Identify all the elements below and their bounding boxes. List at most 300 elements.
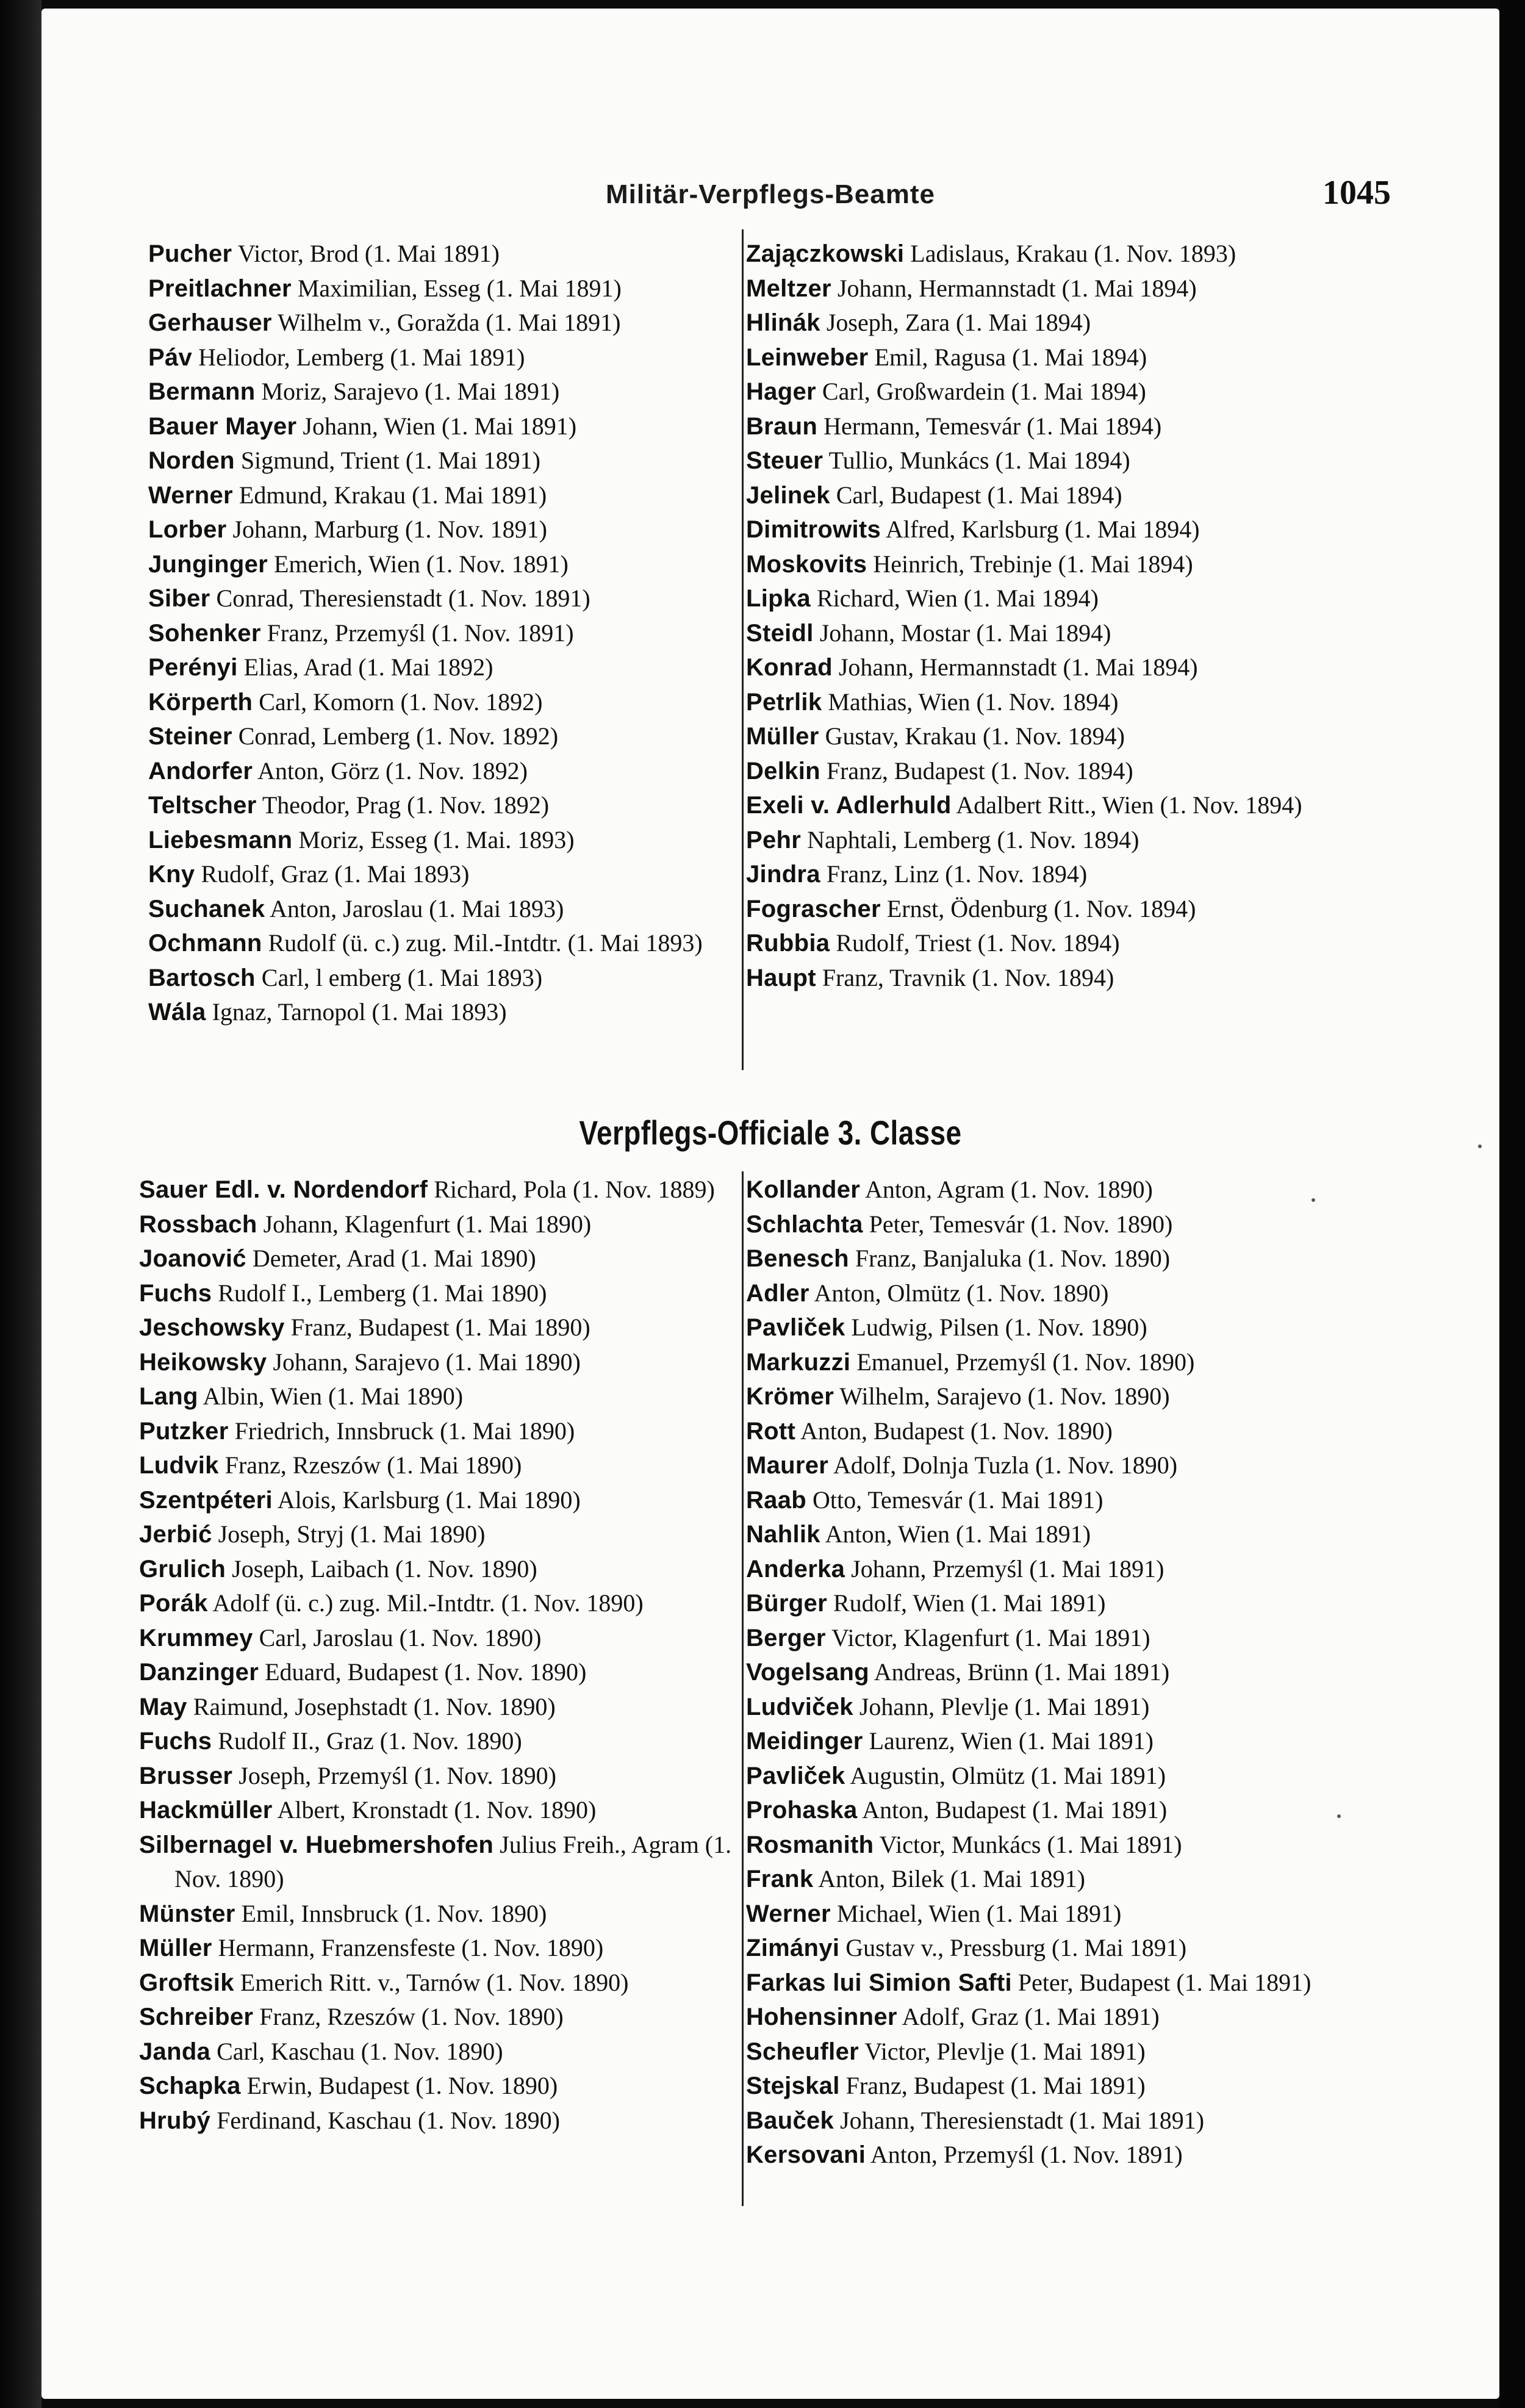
entry-surname: Körperth	[148, 688, 253, 716]
entry-surname: Fuchs	[139, 1279, 212, 1307]
roster-entry	[746, 2035, 1383, 2069]
entry-surname: Hackmüller	[139, 1797, 273, 1824]
entry-surname: May	[139, 1693, 187, 1720]
section-heading: Verpflegs-Officiale 3. Classe	[579, 1113, 962, 1152]
entry-surname: Hrubý	[139, 2107, 211, 2134]
entry-details: Joseph, Zara (1. Mai 1894)	[826, 309, 1091, 336]
page-number: 1045	[1322, 174, 1391, 212]
roster-entry	[746, 444, 1383, 478]
entry-details: Heliodor, Lemberg (1. Mai 1891)	[198, 343, 525, 371]
roster-entry	[139, 1759, 764, 1794]
entry-details: Adolf, Graz (1. Mai 1891)	[902, 2003, 1160, 2030]
entry-surname: Gerhauser	[148, 309, 272, 336]
roster-entry	[746, 1483, 1383, 1518]
column-divider-bottom	[742, 1171, 744, 2206]
entry-surname: Delkin	[746, 757, 820, 785]
book-page	[41, 9, 1499, 2399]
entry-surname: Steuer	[746, 447, 824, 474]
roster-entry	[139, 1621, 764, 1656]
roster-entry	[746, 2104, 1383, 2138]
entry-details: Johann, Klagenfurt (1. Mai 1890)	[263, 1210, 592, 1238]
entry-details: Eduard, Budapest (1. Nov. 1890)	[265, 1658, 587, 1686]
entry-details: Franz, Linz (1. Nov. 1894)	[826, 860, 1088, 888]
roster-entry	[746, 375, 1383, 409]
roster-entry	[148, 340, 763, 375]
roster-entry	[148, 444, 763, 478]
roster-entry	[139, 1414, 764, 1449]
entry-details: Richard, Wien (1. Mai 1894)	[816, 584, 1099, 612]
entry-details: Johann, Wien (1. Mai 1891)	[303, 412, 577, 440]
entry-surname: Müller	[139, 1935, 212, 1961]
entry-details: Johann, Hermannstadt (1. Mai 1894)	[838, 653, 1198, 681]
entry-details: Victor, Klagenfurt (1. Mai 1891)	[831, 1623, 1150, 1651]
entry-surname: Kersovani	[746, 2141, 866, 2168]
entry-surname: Exeli v. Adlerhuld	[746, 792, 952, 819]
running-head: Militär-Verpflegs-Beamte	[606, 179, 935, 209]
entry-details: Anton, Olmütz (1. Nov. 1890)	[814, 1279, 1109, 1307]
entry-details: Hermann, Temesvár (1. Mai 1894)	[824, 412, 1162, 440]
entry-details: Adalbert Ritt., Wien (1. Nov. 1894)	[956, 791, 1302, 819]
roster-entry	[746, 1931, 1383, 1966]
entry-details: Adolf (ü. c.) zug. Mil.-Intdtr. (1. Nov. 1890)	[212, 1589, 644, 1617]
entry-surname: Suchanek	[148, 895, 265, 922]
entry-details: Richard, Pola (1. Nov. 1889)	[434, 1176, 715, 1203]
entry-details: Theodor, Prag (1. Nov. 1892)	[262, 791, 550, 819]
entry-surname: Münster	[139, 1900, 235, 1927]
entry-surname: Haupt	[746, 964, 816, 991]
entry-details: Johann, Sarajevo (1. Mai 1890)	[273, 1348, 581, 1376]
entry-details: Peter, Budapest (1. Mai 1891)	[1017, 1968, 1312, 1996]
roster-entry	[148, 892, 763, 927]
entry-surname: Liebesmann	[148, 826, 293, 854]
roster-entry	[746, 616, 1383, 651]
entry-details: Johann, Plevlje (1. Mai 1891)	[859, 1692, 1150, 1720]
entry-details: Alois, Karlsburg (1. Mai 1890)	[277, 1486, 581, 1514]
entry-details: Franz, Przemyśl (1. Nov. 1891)	[267, 619, 574, 647]
entry-details: Victor, Brod (1. Mai 1891)	[237, 240, 500, 267]
entry-details: Edmund, Krakau (1. Mai 1891)	[239, 481, 547, 509]
roster-entry	[746, 1517, 1383, 1552]
entry-details: Naphtali, Lemberg (1. Nov. 1894)	[807, 825, 1139, 854]
entry-surname: Moskovits	[746, 550, 867, 578]
roster-entry	[746, 1242, 1383, 1276]
entry-surname: Jerbić	[139, 1521, 212, 1548]
roster-entry	[139, 1655, 764, 1690]
entry-surname: Heikowsky	[139, 1348, 267, 1376]
roster-entry	[746, 1828, 1383, 1863]
roster-entry	[139, 1173, 764, 1207]
roster-entry	[139, 1517, 764, 1552]
entry-surname: Fograscher	[746, 895, 881, 922]
entry-details: Albin, Wien (1. Mai 1890)	[203, 1382, 464, 1410]
entry-surname: Steidl	[746, 619, 814, 647]
entry-surname: Anderka	[746, 1555, 845, 1583]
roster-entry	[746, 409, 1383, 444]
top-right-column	[746, 237, 1383, 995]
entry-surname: Grulich	[139, 1555, 226, 1583]
column-divider-top	[742, 229, 744, 1070]
roster-entry	[746, 1379, 1383, 1414]
entry-details: Heinrich, Trebinje (1. Mai 1894)	[873, 550, 1193, 578]
entry-surname: Rott	[746, 1417, 796, 1445]
roster-entry	[746, 2069, 1383, 2104]
roster-entry	[746, 1724, 1383, 1759]
entry-surname: Leinweber	[746, 343, 869, 371]
roster-entry	[148, 306, 763, 340]
entry-surname: Hlinák	[746, 309, 820, 336]
entry-details: Franz, Budapest (1. Mai 1890)	[290, 1314, 590, 1341]
roster-entry	[746, 271, 1383, 306]
entry-details: Rudolf, Triest (1. Nov. 1894)	[836, 929, 1120, 957]
entry-surname: Danzinger	[139, 1659, 259, 1686]
roster-entry	[139, 1207, 764, 1242]
entry-details: Carl, Komorn (1. Nov. 1892)	[259, 688, 543, 716]
entry-details: Gustav v., Pressburg (1. Mai 1891)	[845, 1934, 1187, 1961]
roster-entry	[746, 1621, 1383, 1656]
roster-entry	[746, 1552, 1383, 1587]
roster-entry	[746, 1586, 1383, 1621]
roster-entry	[148, 478, 763, 513]
entry-details: Alfred, Karlsburg (1. Mai 1894)	[885, 516, 1200, 543]
entry-details: Anton, Wien (1. Mai 1891)	[825, 1520, 1091, 1548]
entry-surname: Putzker	[139, 1417, 229, 1445]
entry-surname: Rosmanith	[746, 1831, 874, 1858]
entry-details: Conrad, Theresienstadt (1. Nov. 1891)	[216, 584, 590, 612]
entry-details: Elias, Arad (1. Mai 1892)	[243, 653, 493, 681]
entry-details: Franz, Travnik (1. Nov. 1894)	[822, 963, 1114, 991]
entry-surname: Pavliček	[746, 1762, 845, 1789]
entry-surname: Jeschowsky	[139, 1314, 285, 1341]
roster-entry	[139, 1483, 764, 1518]
entry-details: Carl, Kaschau (1. Nov. 1890)	[217, 2037, 503, 2065]
entry-surname: Frank	[746, 1866, 814, 1892]
roster-entry	[746, 650, 1383, 685]
entry-surname: Werner	[746, 1900, 831, 1927]
entry-details: Julius Freih., Agram (1. Nov. 1890)	[174, 1830, 732, 1892]
entry-details: Franz, Budapest (1. Nov. 1894)	[826, 757, 1133, 785]
roster-entry	[148, 409, 763, 444]
roster-entry	[746, 512, 1383, 547]
entry-details: Anton, Agram (1. Nov. 1890)	[864, 1176, 1153, 1203]
entry-surname: Müller	[746, 723, 819, 750]
scan-speck	[1337, 1814, 1341, 1818]
entry-details: Emil, Innsbruck (1. Nov. 1890)	[241, 1899, 547, 1927]
entry-surname: Jelinek	[746, 481, 830, 509]
roster-entry	[139, 1828, 764, 1897]
entry-details: Mathias, Wien (1. Nov. 1894)	[828, 688, 1119, 716]
roster-entry	[139, 1931, 764, 1966]
roster-entry	[746, 581, 1383, 616]
entry-surname: Lipka	[746, 585, 811, 612]
entry-details: Anton, Budapest (1. Nov. 1890)	[800, 1417, 1113, 1445]
entry-details: Sigmund, Trient (1. Mai 1891)	[240, 447, 540, 474]
entry-surname: Rubbia	[746, 930, 830, 957]
entry-surname: Farkas lui Simion Safti	[746, 1969, 1012, 1996]
entry-details: Michael, Wien (1. Mai 1891)	[836, 1899, 1122, 1927]
entry-details: Erwin, Budapest (1. Nov. 1890)	[246, 2072, 558, 2099]
entry-surname: Ludvik	[139, 1452, 219, 1479]
entry-details: Rudolf, Graz (1. Mai 1893)	[201, 860, 470, 888]
entry-details: Johann, Theresienstadt (1. Mai 1891)	[840, 2106, 1205, 2134]
roster-entry	[139, 1724, 764, 1759]
roster-entry	[139, 1586, 764, 1621]
roster-entry	[746, 2138, 1383, 2173]
entry-details: Wilhelm, Sarajevo (1. Nov. 1890)	[839, 1382, 1170, 1410]
scan-left-edge	[0, 0, 41, 2408]
roster-entry	[139, 1276, 764, 1311]
entry-surname: Sohenker	[148, 619, 261, 647]
roster-entry	[139, 1448, 764, 1483]
entry-surname: Joanović	[139, 1245, 246, 1272]
roster-entry	[746, 1173, 1383, 1207]
entry-details: Wilhelm v., Goražda (1. Mai 1891)	[278, 309, 621, 336]
entry-details: Anton, Budapest (1. Mai 1891)	[862, 1796, 1168, 1824]
entry-surname: Zimányi	[746, 1935, 840, 1961]
entry-details: Ludwig, Pilsen (1. Nov. 1890)	[851, 1314, 1147, 1341]
bottom-right-column	[746, 1173, 1383, 2173]
roster-entry	[746, 788, 1383, 823]
entry-details: Victor, Plevlje (1. Mai 1891)	[864, 2037, 1146, 2065]
roster-entry	[148, 237, 763, 271]
entry-details: Ernst, Ödenburg (1. Nov. 1894)	[886, 894, 1196, 922]
entry-surname: Lorber	[148, 516, 227, 543]
roster-entry	[746, 2000, 1383, 2035]
entry-details: Carl, Budapest (1. Mai 1894)	[836, 481, 1122, 509]
entry-details: Augustin, Olmütz (1. Mai 1891)	[850, 1761, 1166, 1789]
entry-details: Raimund, Josephstadt (1. Nov. 1890)	[193, 1692, 556, 1720]
entry-surname: Kollander	[746, 1176, 861, 1203]
roster-entry	[139, 1966, 764, 2000]
roster-entry	[746, 1793, 1383, 1828]
entry-details: Albert, Kronstadt (1. Nov. 1890)	[277, 1796, 597, 1824]
entry-surname: Benesch	[746, 1245, 849, 1272]
roster-entry	[139, 1379, 764, 1414]
entry-surname: Konrad	[746, 654, 833, 681]
entry-details: Rudolf I., Lemberg (1. Mai 1890)	[218, 1279, 547, 1307]
entry-surname: Perényi	[148, 654, 238, 681]
roster-entry	[148, 995, 763, 1030]
entry-details: Andreas, Brünn (1. Mai 1891)	[874, 1658, 1170, 1686]
roster-entry	[139, 1793, 764, 1828]
entry-surname: Berger	[746, 1624, 826, 1651]
roster-entry	[746, 237, 1383, 271]
entry-surname: Pucher	[148, 240, 232, 267]
entry-surname: Hager	[746, 378, 816, 405]
entry-details: Ignaz, Tarnopol (1. Mai 1893)	[212, 998, 507, 1026]
roster-entry	[139, 2000, 764, 2035]
roster-entry	[746, 1448, 1383, 1483]
roster-entry	[139, 1242, 764, 1276]
roster-entry	[148, 857, 763, 892]
entry-details: Emerich Ritt. v., Tarnów (1. Nov. 1890)	[240, 1968, 629, 1996]
roster-entry	[746, 1414, 1383, 1449]
roster-entry	[746, 1690, 1383, 1725]
roster-entry	[139, 1345, 764, 1380]
entry-surname: Werner	[148, 481, 233, 509]
entry-details: Tullio, Munkács (1. Mai 1894)	[828, 447, 1130, 474]
entry-details: Joseph, Laibach (1. Nov. 1890)	[232, 1554, 537, 1583]
entry-surname: Bartosch	[148, 964, 256, 991]
roster-entry	[148, 719, 763, 754]
entry-surname: Maurer	[746, 1452, 829, 1479]
entry-details: Moriz, Sarajevo (1. Mai 1891)	[261, 378, 560, 405]
entry-details: Ladislaus, Krakau (1. Nov. 1893)	[910, 240, 1236, 267]
entry-details: Johann, Mostar (1. Mai 1894)	[819, 619, 1111, 647]
entry-surname: Prohaska	[746, 1797, 858, 1824]
entry-surname: Bürger	[746, 1590, 827, 1617]
entry-details: Franz, Rzeszów (1. Mai 1890)	[224, 1451, 522, 1479]
entry-surname: Dimitrowits	[746, 516, 881, 543]
entry-details: Joseph, Przemyśl (1. Nov. 1890)	[239, 1761, 556, 1789]
entry-details: Laurenz, Wien (1. Mai 1891)	[869, 1727, 1154, 1755]
entry-surname: Pehr	[746, 826, 802, 854]
roster-entry	[746, 1966, 1383, 2000]
top-left-column	[148, 237, 763, 1030]
entry-details: Carl, l emberg (1. Mai 1893)	[261, 963, 543, 991]
entry-details: Johann, Hermannstadt (1. Mai 1894)	[837, 274, 1197, 302]
entry-details: Hermann, Franzensfeste (1. Nov. 1890)	[218, 1934, 604, 1961]
roster-entry	[148, 788, 763, 823]
entry-surname: Preitlachner	[148, 275, 292, 302]
entry-surname: Stejskal	[746, 2072, 840, 2099]
roster-entry	[746, 547, 1383, 582]
entry-surname: Janda	[139, 2038, 211, 2065]
entry-surname: Hohensinner	[746, 2004, 897, 2030]
roster-entry	[746, 754, 1383, 789]
entry-details: Ferdinand, Kaschau (1. Nov. 1890)	[217, 2106, 560, 2134]
roster-entry	[746, 306, 1383, 340]
entry-surname: Nahlik	[746, 1521, 820, 1548]
roster-entry	[139, 1552, 764, 1587]
roster-entry	[148, 547, 763, 582]
entry-details: Joseph, Stryj (1. Mai 1890)	[218, 1520, 486, 1548]
entry-surname: Porák	[139, 1590, 208, 1617]
roster-entry	[746, 340, 1383, 375]
roster-entry	[148, 754, 763, 789]
entry-surname: Bauer Mayer	[148, 412, 297, 440]
entry-surname: Sauer Edl. v. Nordendorf	[139, 1176, 428, 1203]
roster-entry	[139, 2104, 764, 2138]
entry-details: Adolf, Dolnja Tuzla (1. Nov. 1890)	[833, 1451, 1178, 1479]
roster-entry	[148, 616, 763, 651]
entry-surname: Kny	[148, 861, 195, 888]
roster-entry	[139, 1690, 764, 1725]
entry-details: Emil, Ragusa (1. Mai 1894)	[874, 343, 1147, 371]
entry-surname: Szentpéteri	[139, 1486, 273, 1514]
entry-details: Carl, Großwardein (1. Mai 1894)	[822, 378, 1146, 405]
entry-details: Franz, Banjaluka (1. Nov. 1890)	[855, 1245, 1171, 1272]
entry-details: Maximilian, Esseg (1. Mai 1891)	[297, 274, 622, 302]
entry-surname: Markuzzi	[746, 1348, 851, 1376]
entry-surname: Scheufler	[746, 2038, 859, 2065]
entry-surname: Steiner	[148, 723, 232, 750]
entry-surname: Páv	[148, 343, 193, 371]
roster-entry	[746, 1759, 1383, 1794]
entry-surname: Krömer	[746, 1383, 834, 1410]
roster-entry	[746, 1310, 1383, 1345]
roster-entry	[746, 961, 1383, 996]
roster-entry	[139, 2069, 764, 2104]
entry-surname: Zajączkowski	[746, 240, 905, 267]
entry-surname: Silbernagel v. Huebmershofen	[139, 1831, 494, 1858]
entry-surname: Braun	[746, 412, 818, 440]
entry-surname: Teltscher	[148, 792, 257, 819]
entry-details: Anton, Jaroslau (1. Mai 1893)	[270, 894, 564, 922]
roster-entry	[148, 685, 763, 720]
roster-entry	[746, 1207, 1383, 1242]
entry-surname: Schreiber	[139, 2004, 254, 2030]
entry-details: Demeter, Arad (1. Mai 1890)	[252, 1245, 536, 1272]
entry-details: Emanuel, Przemyśl (1. Nov. 1890)	[856, 1348, 1195, 1376]
roster-entry	[746, 857, 1383, 892]
entry-surname: Meltzer	[746, 275, 831, 302]
roster-entry	[148, 512, 763, 547]
scan-right-edge	[1499, 0, 1525, 2408]
entry-surname: Lang	[139, 1383, 198, 1410]
entry-details: Emerich, Wien (1. Nov. 1891)	[274, 550, 569, 578]
entry-surname: Siber	[148, 585, 210, 612]
entry-details: Johann, Marburg (1. Nov. 1891)	[232, 516, 547, 543]
entry-surname: Jindra	[746, 861, 820, 888]
entry-details: Otto, Temesvár (1. Mai 1891)	[813, 1486, 1103, 1514]
entry-surname: Junginger	[148, 550, 268, 578]
entry-details: Victor, Munkács (1. Mai 1891)	[879, 1830, 1182, 1858]
roster-entry	[148, 581, 763, 616]
roster-entry	[139, 2035, 764, 2069]
entry-surname: Schapka	[139, 2072, 241, 2099]
entry-details: Gustav, Krakau (1. Nov. 1894)	[825, 722, 1125, 750]
entry-surname: Bermann	[148, 378, 256, 405]
entry-details: Anton, Przemyśl (1. Nov. 1891)	[870, 2141, 1183, 2168]
entry-surname: Ochmann	[148, 930, 262, 957]
roster-entry	[746, 823, 1383, 858]
entry-details: Rudolf (ü. c.) zug. Mil.-Intdtr. (1. Mai 1893)	[268, 929, 703, 957]
entry-details: Anton, Görz (1. Nov. 1892)	[257, 757, 528, 785]
entry-surname: Bauček	[746, 2107, 834, 2134]
entry-details: Friedrich, Innsbruck (1. Mai 1890)	[234, 1417, 575, 1445]
entry-details: Conrad, Lemberg (1. Nov. 1892)	[238, 722, 559, 750]
roster-entry	[148, 375, 763, 409]
roster-entry	[148, 823, 763, 858]
roster-entry	[746, 478, 1383, 513]
entry-surname: Vogelsang	[746, 1659, 869, 1686]
entry-details: Rudolf, Wien (1. Mai 1891)	[833, 1589, 1106, 1617]
entry-surname: Meidinger	[746, 1728, 863, 1755]
entry-surname: Raab	[746, 1486, 807, 1514]
entry-surname: Petrlik	[746, 688, 822, 716]
entry-details: Peter, Temesvár (1. Nov. 1890)	[869, 1210, 1173, 1238]
entry-surname: Ludviček	[746, 1693, 853, 1720]
entry-surname: Groftsik	[139, 1969, 234, 1996]
entry-surname: Krummey	[139, 1624, 253, 1651]
entry-surname: Brusser	[139, 1762, 233, 1789]
roster-entry	[139, 1310, 764, 1345]
entry-surname: Pavliček	[746, 1314, 845, 1341]
roster-entry	[746, 1345, 1383, 1380]
bottom-left-column	[139, 1173, 764, 2138]
entry-details: Carl, Jaroslau (1. Nov. 1890)	[259, 1623, 542, 1651]
entry-details: Johann, Przemyśl (1. Mai 1891)	[851, 1554, 1164, 1583]
roster-entry	[746, 685, 1383, 720]
roster-entry	[148, 650, 763, 685]
scan-speck	[1312, 1198, 1315, 1202]
roster-entry	[746, 926, 1383, 961]
roster-entry	[746, 719, 1383, 754]
entry-details: Moriz, Esseg (1. Mai. 1893)	[298, 825, 575, 854]
entry-surname: Andorfer	[148, 757, 253, 785]
scan-speck	[1478, 1145, 1482, 1148]
entry-details: Anton, Bilek (1. Mai 1891)	[818, 1865, 1085, 1892]
